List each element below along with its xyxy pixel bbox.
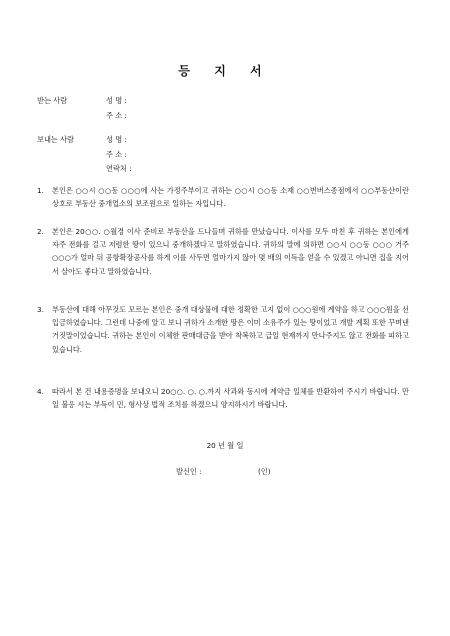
- signer-label: 발신인 :: [176, 467, 202, 476]
- receiver-address-field: 주 소 :: [106, 111, 127, 120]
- paragraph-number: 3.: [37, 305, 44, 314]
- receiver-name-field: 성 명 :: [106, 96, 127, 105]
- signer-seal: (인): [258, 467, 271, 476]
- sender-name-field: 성 명 :: [106, 135, 127, 144]
- paragraph-3: [37, 303, 409, 356]
- document-title: 등 지 서: [178, 64, 272, 78]
- receiver-label: 받는 사람: [37, 96, 68, 105]
- paragraph-1: [37, 184, 409, 210]
- paragraph-number: 2.: [37, 227, 44, 236]
- sender-label: 보내는 사람: [37, 135, 75, 144]
- sender-address-field: 주 소 :: [106, 150, 127, 159]
- paragraph-text: 본인은 20○○. ○월경 이사 준비로 부동산을 드나들며 귀하를 만났습니다. 이사를 모두 마친 후 귀하는 본인에게 자주 전화를 걸고 저렴한 땅이 있으니 중개하겠다고 말하였습니다. 귀하의 말에 의하면 ○○시 ○○동 ○○○ 거주 ○○○가 얼마 뒤 공항확장공사를 하게 이를 사두면 얼마가지 않아 몇 배의 이득을 얻을 수 있겠고 아니면 집을 지어서 살아도 좋다고 말하였습니다.: [52, 227, 409, 276]
- paragraph-text: 부동산에 대해 아무것도 모르는 본인은 중개 대상물에 대한 정확한 고지 없이 ○○○원에 계약을 하고 ○○○원을 선입금하였습니다. 그런데 나중에 알고 보니 귀하가 소개한 땅은 이미 소유주가 있는 땅이었고 개발 계획 또한 꾸며낸 거짓말이었습니다. 귀하는 본인이 이체한 판매대금을 받아 착복하고 급일 현재까지 만나주지도 않고 전화를 피하고 있습니다.: [52, 305, 409, 354]
- date-line: 20 년 월 일: [206, 441, 244, 450]
- paragraph-text: 따라서 본 건 내용증명을 보내오니 20○○. ○. ○.까지 사과와 동시에 계약금 일체를 반환하여 주시기 바랍니다. 만일 불응 시는 부득이 민, 형사상 법적 조치를 하겠으니 양지하시기 바랍니다.: [52, 387, 409, 410]
- paragraph-4: [37, 385, 409, 411]
- sender-contact-field: 연락처 :: [106, 164, 132, 173]
- paragraph-2: [37, 225, 409, 278]
- paragraph-number: 4.: [37, 387, 44, 396]
- paragraph-number: 1.: [37, 186, 44, 195]
- paragraph-text: 본인은 ○○시 ○○동 ○○○에 사는 가정주부이고 귀하는 ○○시 ○○동 소재 ○○번버스종점에서 ○○부동산이란 상호로 부동산 중개업소의 보조원으로 일하는 자입니다.: [52, 186, 409, 209]
